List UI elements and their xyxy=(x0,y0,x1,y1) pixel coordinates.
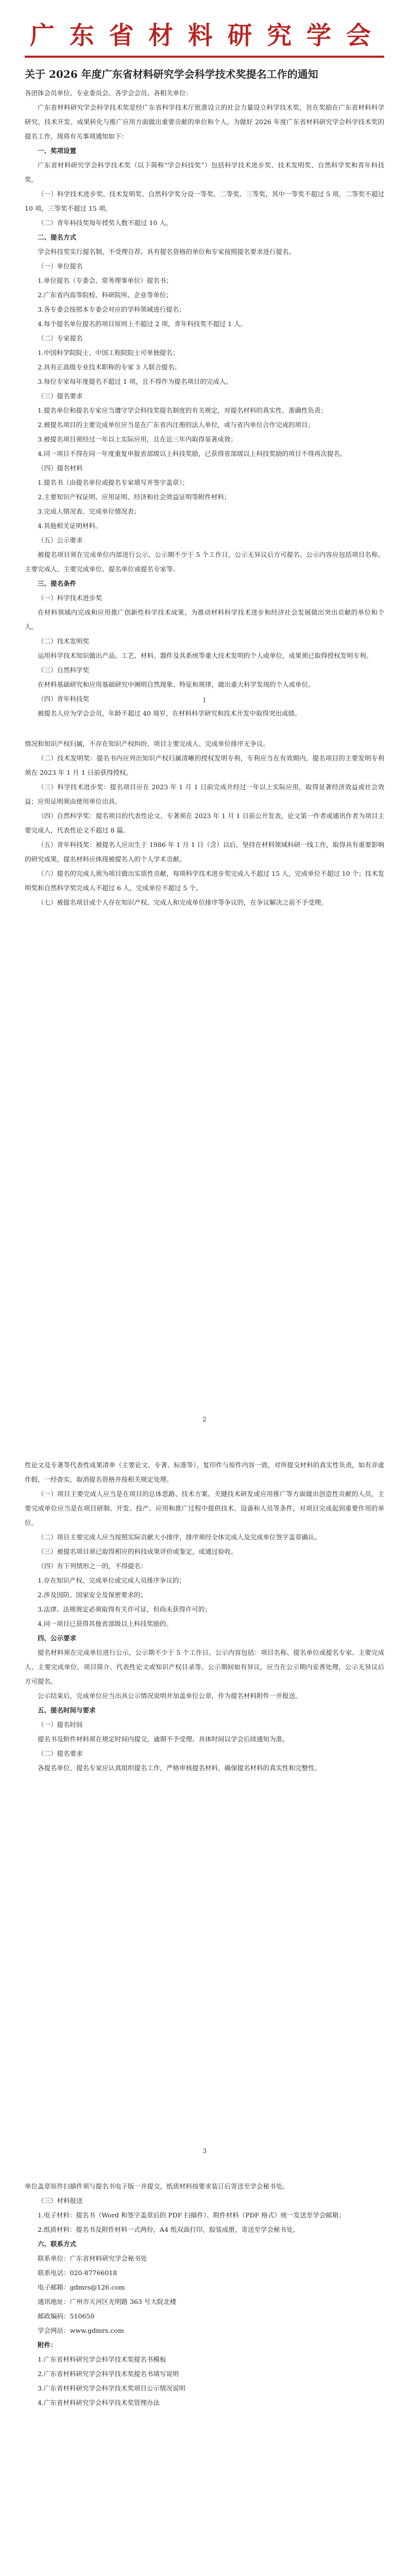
paragraph: 广东省材料研究学会科学技术奖（以下简称“学会科技奖”）包括科学技术进步奖、技术发明奖、自然科学奖和青年科技奖。 xyxy=(25,161,384,183)
paragraph: 1.单位提名（专委会、常务理事单位）提名书； xyxy=(38,277,173,284)
paragraph: 被提名项目须在完成单位内部进行公示，公示期不少于 5 个工作日，公示无异议后方可提名。公示内容应包括项目名称、主要完成人、主要完成单位、提名单位或提名专家等。 xyxy=(25,551,384,573)
paragraph: 1.提名书（由提名单位或提名专家填写并签字盖章）； xyxy=(38,479,189,486)
paragraph: 提名书及附件材料须在规定时间内提交，逾期不予受理。具体时间以学会后续通知为准。 xyxy=(38,1735,289,1743)
paragraph: 1.存在知识产权、完成单位或完成人员排序争议的； xyxy=(38,1577,185,1584)
paragraph: 运用科学技术知识做出产品、工艺、材料、器件及其系统等重大技术发明的个人或单位，成果须已取得授权发明专利。 xyxy=(38,652,373,659)
paragraph: （四）青年科技奖 xyxy=(38,695,90,703)
paragraph: （一）科学技术进步奖 xyxy=(38,594,103,602)
section-heading: 四、公示要求 xyxy=(38,1634,77,1642)
paragraph: 电子邮箱：gdmrs@126.com xyxy=(38,2283,125,2291)
paragraph: 1.电子材料：提名书（Word 和签字盖章后的 PDF 扫描件）、附件材料（PDF 格式）统一发送至学会邮箱； xyxy=(38,2211,345,2219)
document-title: 关于 2026 年度广东省材料研究学会科学技术奖提名工作的通知 xyxy=(25,68,318,80)
paragraph: （一）提名时间 xyxy=(38,1721,83,1728)
page-1-body xyxy=(25,86,384,721)
paragraph: 性论文及专著等代表性成果清单（主要论文、专著、标准等），复印件与原件内容一致，对所提交材料的真实性负责，如有弄虚作假，一经查实，取消提名资格并按相关规定处理。 xyxy=(25,1461,384,1483)
section-heading: 六、联系方式 xyxy=(38,2240,77,2248)
document-page-2 xyxy=(25,737,384,910)
document-page-3 xyxy=(25,1458,384,1775)
page-number: 2 xyxy=(202,1416,207,1423)
paragraph: （二）项目主要完成人应当按照实际贡献大小排序，排序须经全体完成人及完成单位签字盖章确认。 xyxy=(38,1533,321,1541)
paragraph: 1.中国科学院院士、中国工程院院士可单独提名； xyxy=(38,349,179,357)
paragraph: 4.其他相关证明材料。 xyxy=(38,522,102,530)
paragraph: （一）科学技术进步奖、技术发明奖、自然科学奖分设一等奖、二等奖、三等奖，其中一等奖不超过 5 项，二等奖不超过 10 项，三等奖不超过 15 项。 xyxy=(25,190,384,212)
paragraph: （二）青年科技奖每年授奖人数不超过 10 人。 xyxy=(38,219,173,227)
paragraph: （七）被提名项目或个人存在知识产权、完成人和完成单位排序等争议的，在争议解决之前不予受理。 xyxy=(38,899,328,906)
page-number: 3 xyxy=(202,2147,207,2155)
paragraph: 各团体会员单位、专业委员会、各学会会员、各相关单位： xyxy=(25,89,193,97)
paragraph: 2.广东省材料研究学会科学技术奖提名书填写说明 xyxy=(38,2370,179,2378)
paragraph: 4.同一项目已获得其他省部级以上科技奖励的。 xyxy=(38,1620,173,1628)
paragraph: （一）项目主要完成人应当是在项目的总体思路、技术方案、关键技术研发或应用推广等方面做出创造性贡献的人员，主要完成单位应当是在项目研制、开发、投产、应用和推广过程中提供技术、设备和人员等条件，对项目完成起到重要作用的单位。 xyxy=(25,1490,384,1527)
paragraph: 3.被提名项目须经过一年以上实际应用，且在近三年内取得显著成效； xyxy=(38,435,237,443)
paragraph: 4.同一项目不得在同一年度重复申报省部级以上科技奖励，已获得省部级以上科技奖励的项目不得再次提名。 xyxy=(38,450,347,457)
section-heading: 五、提名时间与要求 xyxy=(38,1706,96,1714)
paragraph: 3.广东省材料研究学会科学技术奖项目公示情况说明 xyxy=(38,2384,185,2392)
paragraph: 联系电话：020-87766018 xyxy=(38,2269,117,2277)
paragraph: 1.广东省材料研究学会科学技术奖提名书模板 xyxy=(38,2355,166,2363)
paragraph: 3.各专委会按照本专委会对应的学科领域进行提名； xyxy=(38,306,185,313)
section-heading: 附件： xyxy=(38,2341,57,2349)
section-heading: 三、提名条件 xyxy=(38,580,77,587)
paragraph: 2.涉及国防、国家安全及保密要求的； xyxy=(38,1591,147,1599)
paragraph: 学会网站：www.gdmrs.com xyxy=(38,2327,124,2334)
paragraph: （二）技术发明奖：提名书内应列出知识产权归属清晰的授权发明专利，专利应当在有效期内，提名项目的主要发明专利须在 2023 年 1 月 1 日前获得授权。 xyxy=(25,754,384,776)
letterhead-title: 广 东 省 材 料 研 究 学 会 xyxy=(30,21,374,50)
page-number: 1 xyxy=(202,697,207,704)
paragraph: 邮政编码：510650 xyxy=(38,2312,95,2320)
paragraph: 单位盖章原件扫描件须与提名书电子版一并提交，纸质材料按要求装订后寄送至学会秘书处。 xyxy=(25,2182,289,2190)
paragraph: （三）科学技术进步奖：提名项目应在 2023 年 1 月 1 日前完成并经过一年以上实际应用，取得显著经济效益或社会效益；应用证明须由使用单位出具。 xyxy=(25,783,384,805)
paragraph: 各提名单位、提名专家应认真组织提名工作，严格审核提名材料，确保提名材料的真实性和完整性。 xyxy=(38,1764,321,1772)
paragraph: 2.主要知识产权证明、应用证明、经济和社会效益证明等附件材料； xyxy=(38,493,231,501)
paragraph: （三）自然科学奖 xyxy=(38,666,90,674)
paragraph: （五）青年科技奖：被提名人应出生于 1986 年 1 月 1 日（含）以后，坚持在材料领域科研一线工作，取得具有重要影响的研究成果，提名材料应体现被提名人的个人学术贡献。 xyxy=(25,841,384,863)
paragraph: （四）提名材料 xyxy=(38,464,83,472)
paragraph: 4.广东省材料研究学会科学技术奖管理办法 xyxy=(38,2399,160,2406)
paragraph: （三）提名要求 xyxy=(38,392,83,400)
paragraph: 在材料基础研究和应用基础研究中阐明自然现象、特征和规律，做出重大科学发现的个人或单位。 xyxy=(38,681,315,688)
page-4-body xyxy=(25,2179,384,2410)
paragraph: 4.每个提名单位提名的项目原则上不超过 2 项，青年科技奖不超过 1 人。 xyxy=(38,320,247,328)
paragraph: 联系单位：广东省材料研究学会秘书处 xyxy=(38,2255,147,2262)
paragraph: （三）被提名项目须已取得相应的科技成果评价或鉴定，或通过验收。 xyxy=(38,1548,237,1555)
paragraph: 被提名人应为学会会员，年龄不超过 40 周岁，在材料科学研究和技术开发中取得突出成绩。 xyxy=(38,709,301,717)
paragraph: 公示结束后，完成单位应当出具公示情况说明并加盖单位公章，作为提名材料附件一并报送。 xyxy=(38,1692,302,1700)
paragraph: （三）材料报送 xyxy=(38,2197,83,2205)
paragraph: 提名材料须在完成单位进行公示，公示期不少于 5 个工作日。公示内容包括：项目名称、提名单位或提名专家、主要完成人、主要完成单位、项目简介、代表性论文或知识产权目录等。公示期间如有异议，应当在公示期内妥善处理，公示无异议后方可提名。 xyxy=(25,1649,384,1685)
document-page-1 xyxy=(25,66,384,721)
letterhead-rule xyxy=(25,56,384,58)
paragraph: 情况和知识产权归属，不存在知识产权纠纷，项目主要完成人、完成单位排序无争议。 xyxy=(25,740,270,748)
paragraph: 3.完成人情况表、完成单位情况表； xyxy=(38,507,141,515)
paragraph: 在材料领域内完成和应用推广创新性科学技术成果，为推动材料科学技术进步和经济社会发展做出突出贡献的单位和个人。 xyxy=(25,608,384,631)
paragraph: 2.被提名项目的主要完成单位应当是在广东省内注册的法人单位，或与省内单位合作完成的项目； xyxy=(38,421,314,429)
paragraph: 通讯地址：广州市天河区光明路 363 号大院北楼 xyxy=(38,2298,177,2306)
paragraph: 1.提名单位和提名专家应当遵守学会科技奖提名制度的有关规定，对提名材料的真实性、准确性负责； xyxy=(38,406,327,414)
paragraph: （二）提名要求 xyxy=(38,1750,83,1757)
paragraph: 3.每位专家每年度提名不超过 1 项，且不得作为提名项目的完成人。 xyxy=(38,378,232,385)
paragraph: （五）公示要求 xyxy=(38,536,83,544)
paragraph: 2.广东省内高等院校、科研院所、企业等单位； xyxy=(38,291,173,299)
page-2-body xyxy=(25,737,384,910)
paragraph: （二）专家提名 xyxy=(38,334,83,342)
paragraph: （四）有下列情形之一的，不得提名： xyxy=(38,1562,147,1570)
paragraph: 2.纸质材料：提名书及附件材料一式两份，A4 纸双面打印，胶装成册，寄送至学会秘书处。 xyxy=(38,2226,299,2233)
paragraph: 2.具有正高级专业技术职称的专家 3 人联合提名； xyxy=(38,363,181,371)
paragraph: （四）自然科学奖：提名项目的代表性论文、专著须在 2023 年 1 月 1 日前公开发表，论文第一作者或通讯作者为项目主要完成人，代表性论文不超过 8 篇。 xyxy=(25,812,384,834)
document-page-4 xyxy=(25,2179,384,2410)
paragraph: 广东省材料研究学会科学技术奖是经广东省科学技术厅批准设立的社会力量设立科学技术奖，旨在奖励在广东省材料科学研究、技术开发、成果转化与推广应用方面做出重要贡献的单位和个人。为做好 2026 年度广东省材料研究学会科学技术奖的提名工作，现将有关事项通知如下： xyxy=(25,104,384,140)
page-3-body xyxy=(25,1458,384,1775)
section-heading: 一、奖项设置 xyxy=(38,147,77,155)
paragraph: （一）单位提名 xyxy=(38,262,83,270)
paragraph: 3.法律、法规规定必须取得有关许可证，但尚未获得许可的； xyxy=(38,1605,211,1613)
paragraph: （六）提名的完成人须为项目做出实质性贡献，每项科学技术进步奖完成人不超过 15 人，完成单位不超过 10 个；技术发明奖和自然科学奖完成人不超过 6 人，完成单位不超过 5 个。 xyxy=(25,870,384,892)
section-heading: 二、提名方式 xyxy=(38,233,77,241)
paragraph: （二）技术发明奖 xyxy=(38,637,90,645)
paragraph: 学会科技奖实行提名制，不受理自荐。具有提名资格的单位和专家按照提名要求进行提名。 xyxy=(38,248,296,256)
